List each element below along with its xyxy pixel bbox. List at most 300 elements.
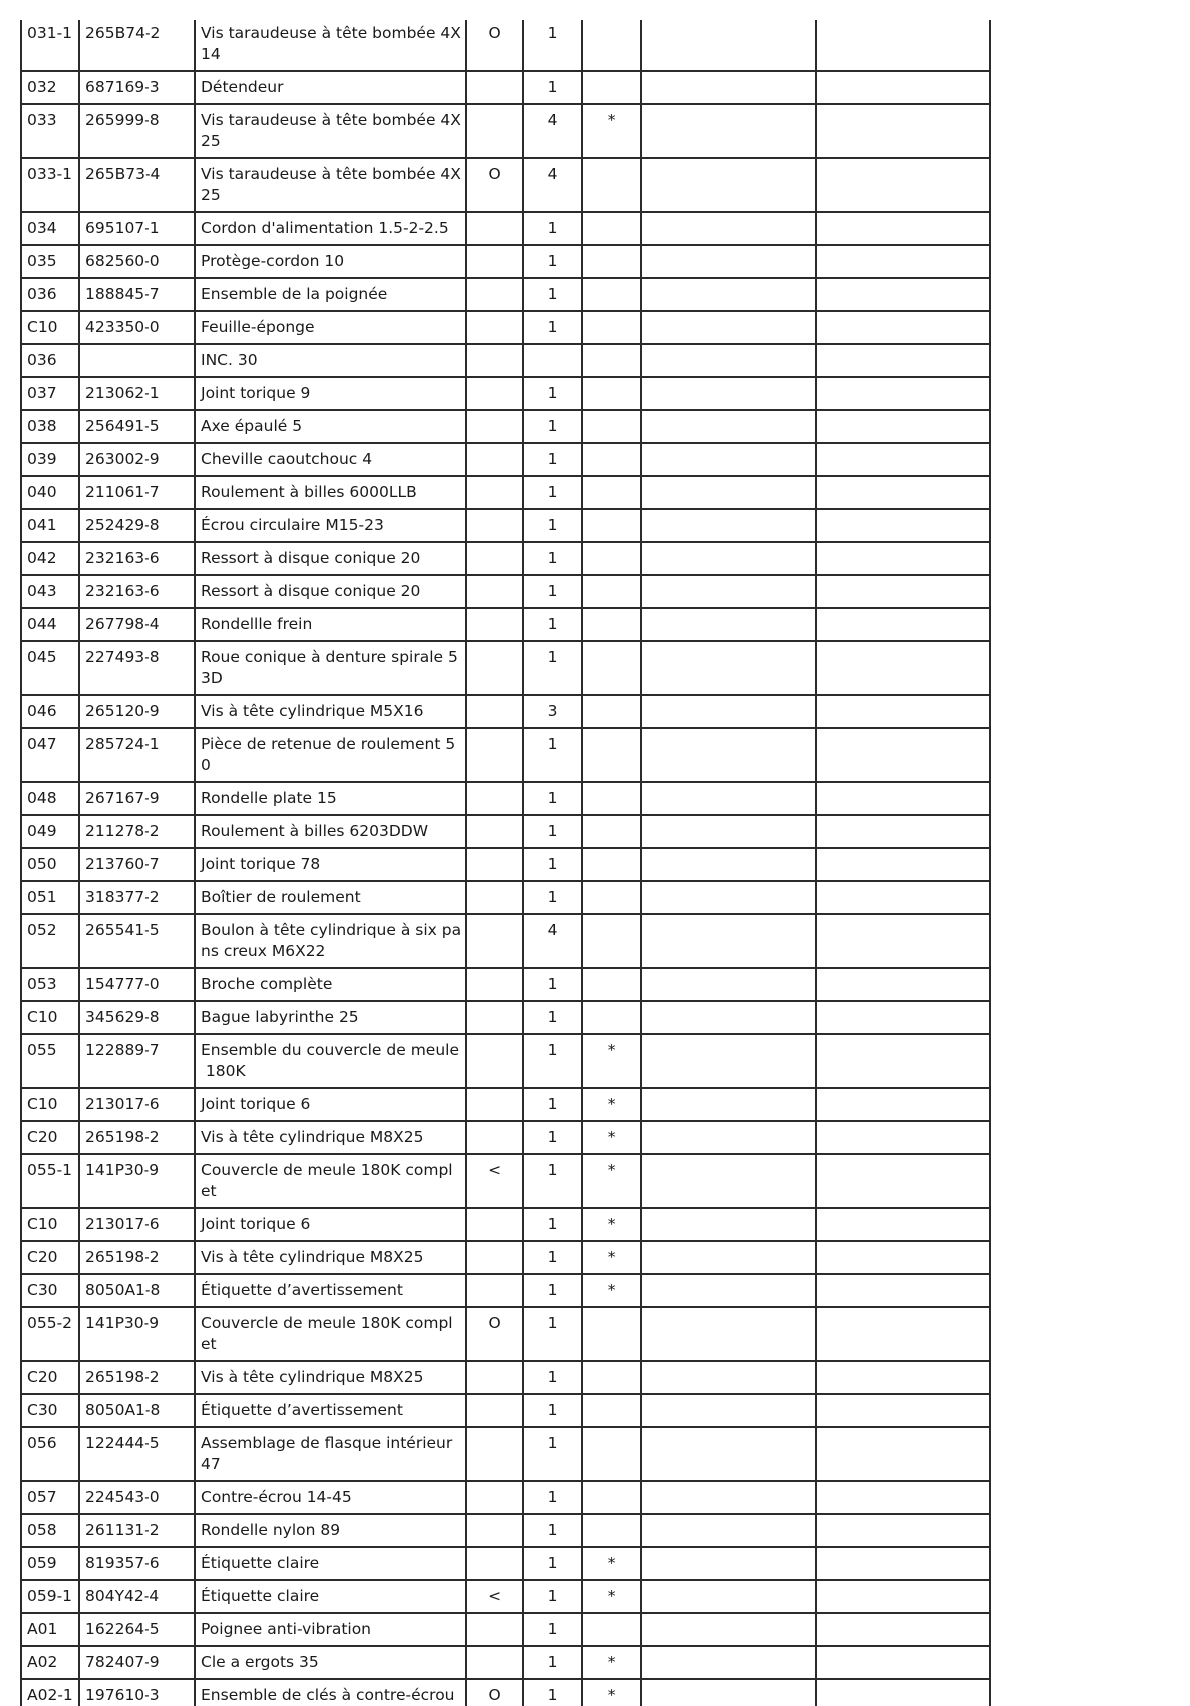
mark-cell xyxy=(582,848,641,881)
flag-cell xyxy=(466,476,523,509)
empty-cell xyxy=(816,1361,990,1394)
mark-cell xyxy=(582,1361,641,1394)
item-number-cell: 037 xyxy=(21,377,79,410)
mark-cell: * xyxy=(582,1088,641,1121)
empty-cell xyxy=(641,20,816,71)
part-number-cell: 252429-8 xyxy=(79,509,195,542)
flag-cell xyxy=(466,1427,523,1481)
table-row xyxy=(21,158,990,212)
quantity-cell: 1 xyxy=(523,1241,582,1274)
quantity-cell: 1 xyxy=(523,815,582,848)
table-row xyxy=(21,1394,990,1427)
empty-cell xyxy=(816,1208,990,1241)
flag-cell: O xyxy=(466,1307,523,1361)
empty-cell xyxy=(816,1274,990,1307)
part-number-cell: 8050A1-8 xyxy=(79,1274,195,1307)
table-row xyxy=(21,1646,990,1679)
empty-cell xyxy=(816,1514,990,1547)
flag-cell: < xyxy=(466,1580,523,1613)
empty-cell xyxy=(641,1394,816,1427)
quantity-cell: 1 xyxy=(523,1088,582,1121)
empty-cell xyxy=(816,1121,990,1154)
flag-cell xyxy=(466,1361,523,1394)
mark-cell xyxy=(582,881,641,914)
part-number-cell: 122444-5 xyxy=(79,1427,195,1481)
part-number-cell: 695107-1 xyxy=(79,212,195,245)
empty-cell xyxy=(641,311,816,344)
mark-cell xyxy=(582,20,641,71)
mark-cell: * xyxy=(582,1274,641,1307)
empty-cell xyxy=(816,1154,990,1208)
empty-cell xyxy=(816,311,990,344)
mark-cell xyxy=(582,575,641,608)
quantity-cell: 4 xyxy=(523,158,582,212)
table-row xyxy=(21,245,990,278)
quantity-cell: 1 xyxy=(523,476,582,509)
item-number-cell: C10 xyxy=(21,1088,79,1121)
item-number-cell: 038 xyxy=(21,410,79,443)
description-cell: Roulement à billes 6203DDW xyxy=(195,815,466,848)
item-number-cell: 047 xyxy=(21,728,79,782)
flag-cell xyxy=(466,1034,523,1088)
empty-cell xyxy=(641,158,816,212)
flag-cell: O xyxy=(466,1679,523,1706)
empty-cell xyxy=(816,881,990,914)
part-number-cell: 213017-6 xyxy=(79,1208,195,1241)
part-number-cell: 265B73-4 xyxy=(79,158,195,212)
description-cell: Couvercle de meule 180K compl et xyxy=(195,1154,466,1208)
empty-cell xyxy=(816,104,990,158)
table-row xyxy=(21,443,990,476)
empty-cell xyxy=(641,728,816,782)
table-row xyxy=(21,1241,990,1274)
item-number-cell: 052 xyxy=(21,914,79,968)
table-row xyxy=(21,782,990,815)
description-cell: Poignee anti-vibration xyxy=(195,1613,466,1646)
item-number-cell: 036 xyxy=(21,278,79,311)
flag-cell xyxy=(466,1241,523,1274)
empty-cell xyxy=(816,410,990,443)
quantity-cell: 1 xyxy=(523,1514,582,1547)
table-row xyxy=(21,344,990,377)
table-row xyxy=(21,1679,990,1706)
part-number-cell: 682560-0 xyxy=(79,245,195,278)
item-number-cell: 055-2 xyxy=(21,1307,79,1361)
mark-cell xyxy=(582,410,641,443)
part-number-cell: 687169-3 xyxy=(79,71,195,104)
description-cell: Cordon d'alimentation 1.5-2-2.5 xyxy=(195,212,466,245)
quantity-cell: 1 xyxy=(523,782,582,815)
mark-cell xyxy=(582,71,641,104)
empty-cell xyxy=(641,1088,816,1121)
part-number-cell: 265541-5 xyxy=(79,914,195,968)
item-number-cell: 050 xyxy=(21,848,79,881)
description-cell: Vis à tête cylindrique M8X25 xyxy=(195,1361,466,1394)
table-row xyxy=(21,881,990,914)
quantity-cell: 1 xyxy=(523,1427,582,1481)
empty-cell xyxy=(816,158,990,212)
empty-cell xyxy=(641,1427,816,1481)
flag-cell xyxy=(466,1613,523,1646)
mark-cell xyxy=(582,608,641,641)
part-number-cell: 213062-1 xyxy=(79,377,195,410)
empty-cell xyxy=(816,71,990,104)
description-cell: Ensemble de clés à contre-écrou xyxy=(195,1679,466,1706)
description-cell: Roulement à billes 6000LLB xyxy=(195,476,466,509)
description-cell: Étiquette d’avertissement xyxy=(195,1394,466,1427)
empty-cell xyxy=(816,1394,990,1427)
part-number-cell: 345629-8 xyxy=(79,1001,195,1034)
flag-cell xyxy=(466,1088,523,1121)
mark-cell xyxy=(582,245,641,278)
quantity-cell: 4 xyxy=(523,914,582,968)
empty-cell xyxy=(641,212,816,245)
flag-cell xyxy=(466,782,523,815)
mark-cell xyxy=(582,509,641,542)
empty-cell xyxy=(641,278,816,311)
quantity-cell: 1 xyxy=(523,1034,582,1088)
part-number-cell: 265198-2 xyxy=(79,1121,195,1154)
part-number-cell: 122889-7 xyxy=(79,1034,195,1088)
table-row xyxy=(21,509,990,542)
empty-cell xyxy=(641,1613,816,1646)
mark-cell xyxy=(582,728,641,782)
empty-cell xyxy=(816,782,990,815)
empty-cell xyxy=(641,1646,816,1679)
item-number-cell: C20 xyxy=(21,1241,79,1274)
quantity-cell: 1 xyxy=(523,212,582,245)
part-number-cell: 265198-2 xyxy=(79,1361,195,1394)
quantity-cell xyxy=(523,344,582,377)
table-row xyxy=(21,1088,990,1121)
table-row xyxy=(21,1481,990,1514)
table-row xyxy=(21,1121,990,1154)
mark-cell xyxy=(582,278,641,311)
description-cell: Cheville caoutchouc 4 xyxy=(195,443,466,476)
empty-cell xyxy=(641,1001,816,1034)
part-number-cell: 227493-8 xyxy=(79,641,195,695)
empty-cell xyxy=(641,695,816,728)
item-number-cell: C10 xyxy=(21,311,79,344)
quantity-cell: 3 xyxy=(523,695,582,728)
item-number-cell: 055-1 xyxy=(21,1154,79,1208)
flag-cell xyxy=(466,71,523,104)
empty-cell xyxy=(816,20,990,71)
description-cell: Écrou circulaire M15-23 xyxy=(195,509,466,542)
mark-cell: * xyxy=(582,1547,641,1580)
quantity-cell: 1 xyxy=(523,575,582,608)
table-row xyxy=(21,410,990,443)
table-row xyxy=(21,914,990,968)
part-number-cell: 162264-5 xyxy=(79,1613,195,1646)
empty-cell xyxy=(641,1034,816,1088)
part-number-cell xyxy=(79,344,195,377)
table-row xyxy=(21,608,990,641)
mark-cell xyxy=(582,914,641,968)
table-row xyxy=(21,695,990,728)
empty-cell xyxy=(641,71,816,104)
item-number-cell: 034 xyxy=(21,212,79,245)
empty-cell xyxy=(816,245,990,278)
table-row xyxy=(21,1613,990,1646)
quantity-cell: 1 xyxy=(523,245,582,278)
description-cell: Broche complète xyxy=(195,968,466,1001)
empty-cell xyxy=(641,1679,816,1706)
quantity-cell: 1 xyxy=(523,641,582,695)
empty-cell xyxy=(816,1241,990,1274)
empty-cell xyxy=(816,848,990,881)
empty-cell xyxy=(816,728,990,782)
part-number-cell: 263002-9 xyxy=(79,443,195,476)
flag-cell xyxy=(466,344,523,377)
description-cell: Cle a ergots 35 xyxy=(195,1646,466,1679)
description-cell: Ressort à disque conique 20 xyxy=(195,575,466,608)
description-cell: Rondelle nylon 89 xyxy=(195,1514,466,1547)
empty-cell xyxy=(816,212,990,245)
item-number-cell: C20 xyxy=(21,1121,79,1154)
mark-cell xyxy=(582,311,641,344)
table-row xyxy=(21,476,990,509)
part-number-cell: 197610-3 xyxy=(79,1679,195,1706)
quantity-cell: 1 xyxy=(523,443,582,476)
item-number-cell: A02 xyxy=(21,1646,79,1679)
table-row xyxy=(21,968,990,1001)
quantity-cell: 1 xyxy=(523,20,582,71)
description-cell: Boîtier de roulement xyxy=(195,881,466,914)
description-cell: Joint torique 6 xyxy=(195,1208,466,1241)
part-number-cell: 211278-2 xyxy=(79,815,195,848)
quantity-cell: 1 xyxy=(523,377,582,410)
description-cell: Étiquette d’avertissement xyxy=(195,1274,466,1307)
empty-cell xyxy=(641,1121,816,1154)
part-number-cell: 141P30-9 xyxy=(79,1154,195,1208)
item-number-cell: 053 xyxy=(21,968,79,1001)
table-row xyxy=(21,1514,990,1547)
quantity-cell: 1 xyxy=(523,410,582,443)
empty-cell xyxy=(641,1580,816,1613)
description-cell: Joint torique 78 xyxy=(195,848,466,881)
item-number-cell: C30 xyxy=(21,1274,79,1307)
item-number-cell: 044 xyxy=(21,608,79,641)
empty-cell xyxy=(641,1307,816,1361)
empty-cell xyxy=(816,1547,990,1580)
mark-cell xyxy=(582,695,641,728)
table-row xyxy=(21,1427,990,1481)
flag-cell xyxy=(466,245,523,278)
parts-table xyxy=(20,20,991,1706)
empty-cell xyxy=(641,1481,816,1514)
empty-cell xyxy=(816,1088,990,1121)
item-number-cell: 042 xyxy=(21,542,79,575)
empty-cell xyxy=(641,1361,816,1394)
quantity-cell: 1 xyxy=(523,311,582,344)
part-number-cell: 213017-6 xyxy=(79,1088,195,1121)
item-number-cell: 041 xyxy=(21,509,79,542)
item-number-cell: C20 xyxy=(21,1361,79,1394)
quantity-cell: 1 xyxy=(523,1121,582,1154)
table-row xyxy=(21,575,990,608)
description-cell: Rondellle frein xyxy=(195,608,466,641)
parts-table-body xyxy=(21,20,990,1706)
empty-cell xyxy=(816,1481,990,1514)
part-number-cell: 261131-2 xyxy=(79,1514,195,1547)
item-number-cell: 046 xyxy=(21,695,79,728)
quantity-cell: 1 xyxy=(523,1394,582,1427)
mark-cell xyxy=(582,1001,641,1034)
mark-cell: * xyxy=(582,1679,641,1706)
item-number-cell: 057 xyxy=(21,1481,79,1514)
table-row xyxy=(21,542,990,575)
item-number-cell: 043 xyxy=(21,575,79,608)
description-cell: Détendeur xyxy=(195,71,466,104)
description-cell: INC. 30 xyxy=(195,344,466,377)
part-number-cell: 213760-7 xyxy=(79,848,195,881)
mark-cell xyxy=(582,377,641,410)
table-row xyxy=(21,1208,990,1241)
table-row xyxy=(21,212,990,245)
empty-cell xyxy=(816,542,990,575)
flag-cell: < xyxy=(466,1154,523,1208)
item-number-cell: 055 xyxy=(21,1034,79,1088)
empty-cell xyxy=(641,782,816,815)
mark-cell: * xyxy=(582,1034,641,1088)
flag-cell xyxy=(466,1121,523,1154)
empty-cell xyxy=(816,344,990,377)
quantity-cell: 1 xyxy=(523,1481,582,1514)
mark-cell xyxy=(582,1307,641,1361)
empty-cell xyxy=(816,278,990,311)
empty-cell xyxy=(641,815,816,848)
part-number-cell: 224543-0 xyxy=(79,1481,195,1514)
quantity-cell: 1 xyxy=(523,1361,582,1394)
description-cell: Joint torique 6 xyxy=(195,1088,466,1121)
part-number-cell: 819357-6 xyxy=(79,1547,195,1580)
part-number-cell: 8050A1-8 xyxy=(79,1394,195,1427)
table-row xyxy=(21,20,990,71)
table-row xyxy=(21,1274,990,1307)
empty-cell xyxy=(816,1427,990,1481)
empty-cell xyxy=(641,410,816,443)
flag-cell xyxy=(466,608,523,641)
table-row xyxy=(21,641,990,695)
item-number-cell: 048 xyxy=(21,782,79,815)
part-number-cell: 256491-5 xyxy=(79,410,195,443)
mark-cell xyxy=(582,443,641,476)
table-row xyxy=(21,311,990,344)
part-number-cell: 232163-6 xyxy=(79,542,195,575)
flag-cell xyxy=(466,278,523,311)
quantity-cell: 1 xyxy=(523,1679,582,1706)
flag-cell xyxy=(466,542,523,575)
empty-cell xyxy=(816,695,990,728)
part-number-cell: 188845-7 xyxy=(79,278,195,311)
flag-cell xyxy=(466,815,523,848)
empty-cell xyxy=(641,377,816,410)
table-row xyxy=(21,1034,990,1088)
empty-cell xyxy=(641,104,816,158)
mark-cell xyxy=(582,476,641,509)
flag-cell xyxy=(466,410,523,443)
description-cell: Axe épaulé 5 xyxy=(195,410,466,443)
table-row xyxy=(21,728,990,782)
empty-cell xyxy=(641,542,816,575)
description-cell: Pièce de retenue de roulement 5 0 xyxy=(195,728,466,782)
table-row xyxy=(21,1154,990,1208)
quantity-cell: 4 xyxy=(523,104,582,158)
item-number-cell: A01 xyxy=(21,1613,79,1646)
flag-cell xyxy=(466,377,523,410)
description-cell: Vis à tête cylindrique M8X25 xyxy=(195,1241,466,1274)
empty-cell xyxy=(641,968,816,1001)
description-cell: Vis taraudeuse à tête bombée 4X 25 xyxy=(195,158,466,212)
quantity-cell: 1 xyxy=(523,1646,582,1679)
mark-cell: * xyxy=(582,1208,641,1241)
empty-cell xyxy=(816,1580,990,1613)
flag-cell xyxy=(466,509,523,542)
item-number-cell: A02-1 xyxy=(21,1679,79,1706)
flag-cell xyxy=(466,914,523,968)
quantity-cell: 1 xyxy=(523,608,582,641)
flag-cell xyxy=(466,1646,523,1679)
flag-cell xyxy=(466,1547,523,1580)
empty-cell xyxy=(641,476,816,509)
quantity-cell: 1 xyxy=(523,1208,582,1241)
empty-cell xyxy=(816,914,990,968)
empty-cell xyxy=(641,1547,816,1580)
item-number-cell: 059-1 xyxy=(21,1580,79,1613)
flag-cell xyxy=(466,1394,523,1427)
description-cell: Feuille-éponge xyxy=(195,311,466,344)
mark-cell: * xyxy=(582,104,641,158)
mark-cell xyxy=(582,212,641,245)
item-number-cell: 035 xyxy=(21,245,79,278)
item-number-cell: 049 xyxy=(21,815,79,848)
description-cell: Joint torique 9 xyxy=(195,377,466,410)
description-cell: Protège-cordon 10 xyxy=(195,245,466,278)
empty-cell xyxy=(816,377,990,410)
flag-cell xyxy=(466,1514,523,1547)
empty-cell xyxy=(816,476,990,509)
flag-cell xyxy=(466,641,523,695)
flag-cell xyxy=(466,848,523,881)
empty-cell xyxy=(641,1274,816,1307)
empty-cell xyxy=(641,608,816,641)
description-cell: Bague labyrinthe 25 xyxy=(195,1001,466,1034)
description-cell: Étiquette claire xyxy=(195,1580,466,1613)
flag-cell: O xyxy=(466,20,523,71)
empty-cell xyxy=(641,509,816,542)
empty-cell xyxy=(641,344,816,377)
quantity-cell: 1 xyxy=(523,542,582,575)
quantity-cell: 1 xyxy=(523,1580,582,1613)
empty-cell xyxy=(641,914,816,968)
part-number-cell: 804Y42-4 xyxy=(79,1580,195,1613)
empty-cell xyxy=(641,1241,816,1274)
empty-cell xyxy=(816,641,990,695)
flag-cell xyxy=(466,1001,523,1034)
part-number-cell: 782407-9 xyxy=(79,1646,195,1679)
flag-cell xyxy=(466,881,523,914)
mark-cell: * xyxy=(582,1154,641,1208)
quantity-cell: 1 xyxy=(523,881,582,914)
mark-cell: * xyxy=(582,1580,641,1613)
description-cell: Ensemble du couvercle de meule 180K xyxy=(195,1034,466,1088)
item-number-cell: 033 xyxy=(21,104,79,158)
empty-cell xyxy=(641,245,816,278)
part-number-cell: 423350-0 xyxy=(79,311,195,344)
part-number-cell: 232163-6 xyxy=(79,575,195,608)
description-cell: Contre-écrou 14-45 xyxy=(195,1481,466,1514)
